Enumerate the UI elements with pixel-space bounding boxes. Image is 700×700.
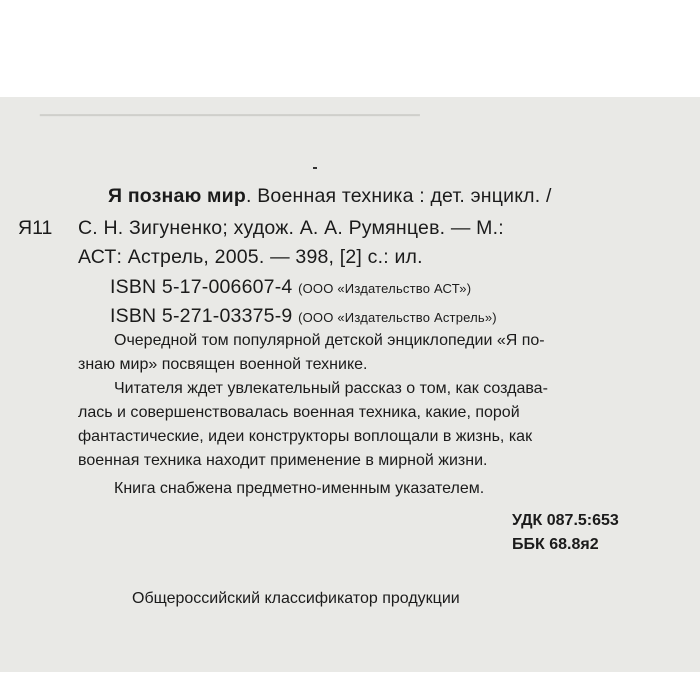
- publisher-line: АСТ: Астрель, 2005. — 398, [2] с.: ил.: [78, 246, 423, 268]
- series-title: Я познаю мир: [108, 185, 246, 207]
- isbn-line-1: [110, 276, 471, 299]
- annotation-line: Очередной том популярной детской энциклопедии «Я по-: [114, 332, 545, 349]
- annotation-line: фантастические, идеи конструкторы воплощали в жизнь, как: [78, 428, 533, 445]
- annotation-line: Книга снабжена предметно-именным указателем.: [114, 480, 485, 497]
- isbn-publisher-1: (ООО «Издательство АСТ»): [298, 281, 472, 296]
- isbn-number-1: ISBN 5-17-006607-4: [110, 276, 293, 298]
- annotation-line: Читателя ждет увлекательный рассказ о том, как создава-: [114, 380, 548, 397]
- annotation-line: знаю мир» посвящен военной технике.: [78, 356, 368, 373]
- udk-code: УДК 087.5:653: [512, 512, 619, 529]
- isbn-publisher-2: (ООО «Издательство Астрель»): [298, 310, 497, 325]
- show-through-text: ▁▁▁▁▁▁▁▁▁▁▁▁▁▁▁▁▁▁▁▁▁▁▁▁▁▁▁▁▁▁▁▁▁▁▁▁▁▁: [40, 102, 420, 117]
- isbn-number-2: ISBN 5-271-03375-9: [110, 305, 293, 327]
- annotation-line: лась и совершенствовалась военная техника, какие, порой: [78, 404, 520, 421]
- title-rest: . Военная техника : дет. энцикл. /: [245, 185, 552, 207]
- footer-text: Общероссийский классификатор продукции: [132, 590, 460, 607]
- index-code: Я11: [18, 217, 53, 239]
- bbk-code: ББК 68.8я2: [512, 536, 599, 553]
- annotation-line: военная техника находит применение в мирной жизни.: [78, 452, 488, 469]
- isbn-line-2: [110, 305, 497, 328]
- title-line: [108, 185, 552, 208]
- author-line: С. Н. Зигуненко; худож. А. А. Румянцев. — М.:: [78, 217, 504, 239]
- ink-dot: [313, 167, 317, 169]
